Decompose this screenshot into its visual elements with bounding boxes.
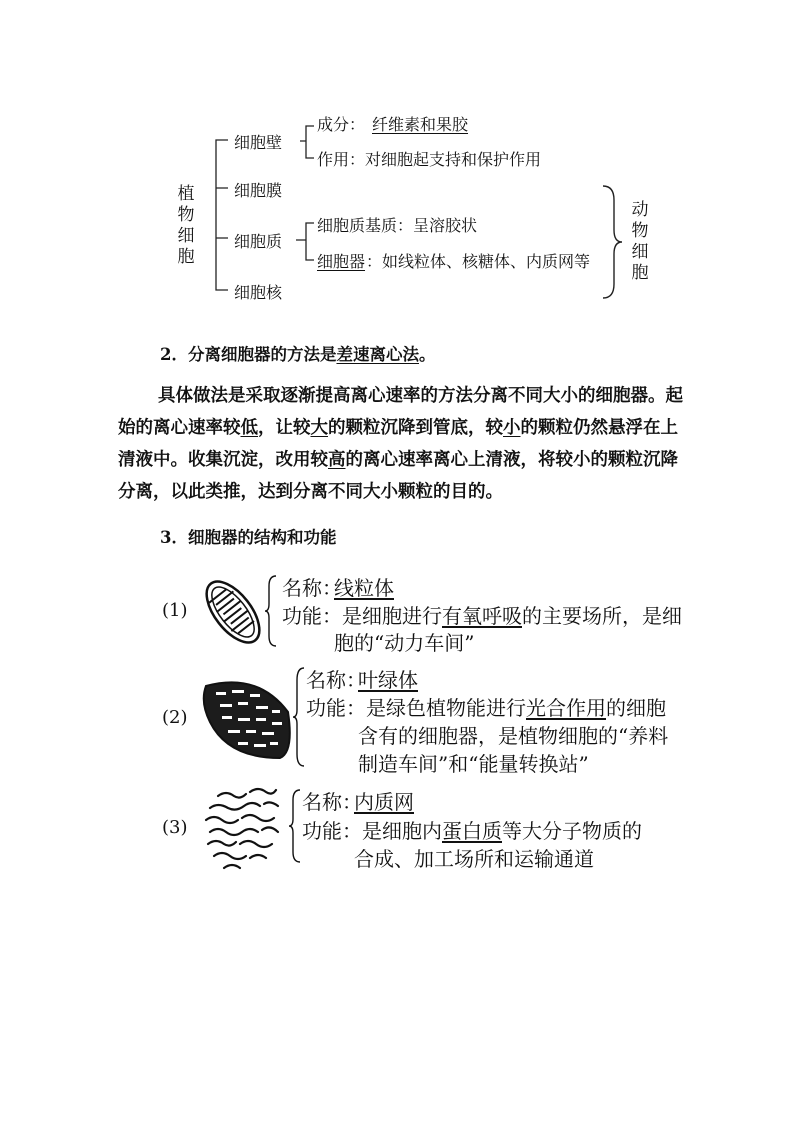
organelle-function-line: 合成、加工场所和运输通道 <box>354 847 594 871</box>
organelle-function-line: 制造车间”和“能量转换站” <box>358 752 589 776</box>
endoplasmic-reticulum-icon <box>200 784 284 874</box>
para-key-large: 大 <box>310 418 328 438</box>
function-text: 的细胞 <box>606 696 666 720</box>
organelle-examples: ：如线粒体、核糖体、内质网等 <box>366 252 591 271</box>
function-key-term: 有氧呼吸 <box>442 604 522 628</box>
para-text-2: ，让较 <box>258 418 311 438</box>
cell-membrane-label: 细胞膜 <box>234 181 283 200</box>
organelle-number: (3) <box>162 817 188 838</box>
para-text-5: 的离心速率离心上清液，将较小的颗粒沉降分离，以此类推，达到分离不同大小颗粒的目的。 <box>118 450 678 502</box>
para-key-high: 高 <box>328 450 346 470</box>
section-2-end: 。 <box>418 345 436 364</box>
organelle-name-key: 名称： <box>282 576 342 600</box>
method-paragraph <box>118 380 688 508</box>
function-text: 的主要场所，是细 <box>522 604 682 628</box>
section-2-text: 分离细胞器的方法是 <box>187 345 337 364</box>
section-2-number: 2． <box>160 345 188 364</box>
wall-composition-value: 纤维素和果胶 <box>372 115 469 134</box>
function-text: 是绿色植物能进行 <box>366 696 526 720</box>
para-text-1: 具体做法是采取逐渐提高离心速率的方法分离不同大小的细胞器。起始的离心速率较 <box>118 386 683 438</box>
organelle-number: (1) <box>162 600 188 621</box>
chloroplast-icon <box>198 672 298 762</box>
function-key-term: 光合作用 <box>526 696 606 720</box>
organelle-function-line <box>302 815 642 844</box>
mitochondrion-icon <box>198 572 268 652</box>
organelle-name-value: 内质网 <box>354 790 414 814</box>
nucleus-label: 细胞核 <box>234 283 283 302</box>
section-3-number: 3． <box>160 528 188 547</box>
function-text: 是细胞内 <box>362 819 442 843</box>
organelle-function-line <box>306 692 666 721</box>
organelle-function-key: 功能： <box>306 696 366 720</box>
section-2-heading <box>160 341 435 365</box>
cell-wall-label: 细胞壁 <box>234 133 283 152</box>
plant-cell-label: 植物细胞 <box>177 184 195 267</box>
organelle-function-line <box>282 600 682 629</box>
brace-1 <box>264 574 280 648</box>
cytoplasm-label: 细胞质 <box>234 232 283 251</box>
organelle-name-value: 线粒体 <box>334 576 394 600</box>
wall-composition-key: 成分： <box>317 115 366 134</box>
para-key-low: 低 <box>240 418 258 438</box>
organelle-number: (2) <box>162 707 188 728</box>
section-2-key: 差速离心法 <box>336 345 419 364</box>
cytoplasm-matrix: 细胞质基质：呈溶胶状 <box>317 216 478 235</box>
organelle-key: 细胞器 <box>317 252 366 271</box>
section-3-heading <box>160 524 336 548</box>
organelle-name-key: 名称： <box>302 790 362 814</box>
organelle-function-key: 功能： <box>302 819 362 843</box>
wall-function: 作用：对细胞起支持和保护作用 <box>317 150 542 169</box>
section-3-title: 细胞器的结构和功能 <box>187 528 337 547</box>
organelle-function-key: 功能： <box>282 604 342 628</box>
organelle-function-line: 胞的“动力车间” <box>334 631 475 655</box>
animal-cell-label: 动物细胞 <box>631 200 649 283</box>
para-text-4: 的颗粒仍然悬浮在上清液中。收集沉淀，改用较 <box>118 418 678 470</box>
organelle-name-key: 名称： <box>306 668 366 692</box>
organelle-name-value: 叶绿体 <box>358 668 418 692</box>
function-text: 等大分子物质的 <box>502 819 642 843</box>
function-text: 是细胞进行 <box>342 604 442 628</box>
organelle-function-line: 含有的细胞器，是植物细胞的“养料 <box>358 724 669 748</box>
para-text-3: 的颗粒沉降到管底，较 <box>328 418 503 438</box>
function-key-term: 蛋白质 <box>442 819 502 843</box>
para-key-small: 小 <box>503 418 521 438</box>
